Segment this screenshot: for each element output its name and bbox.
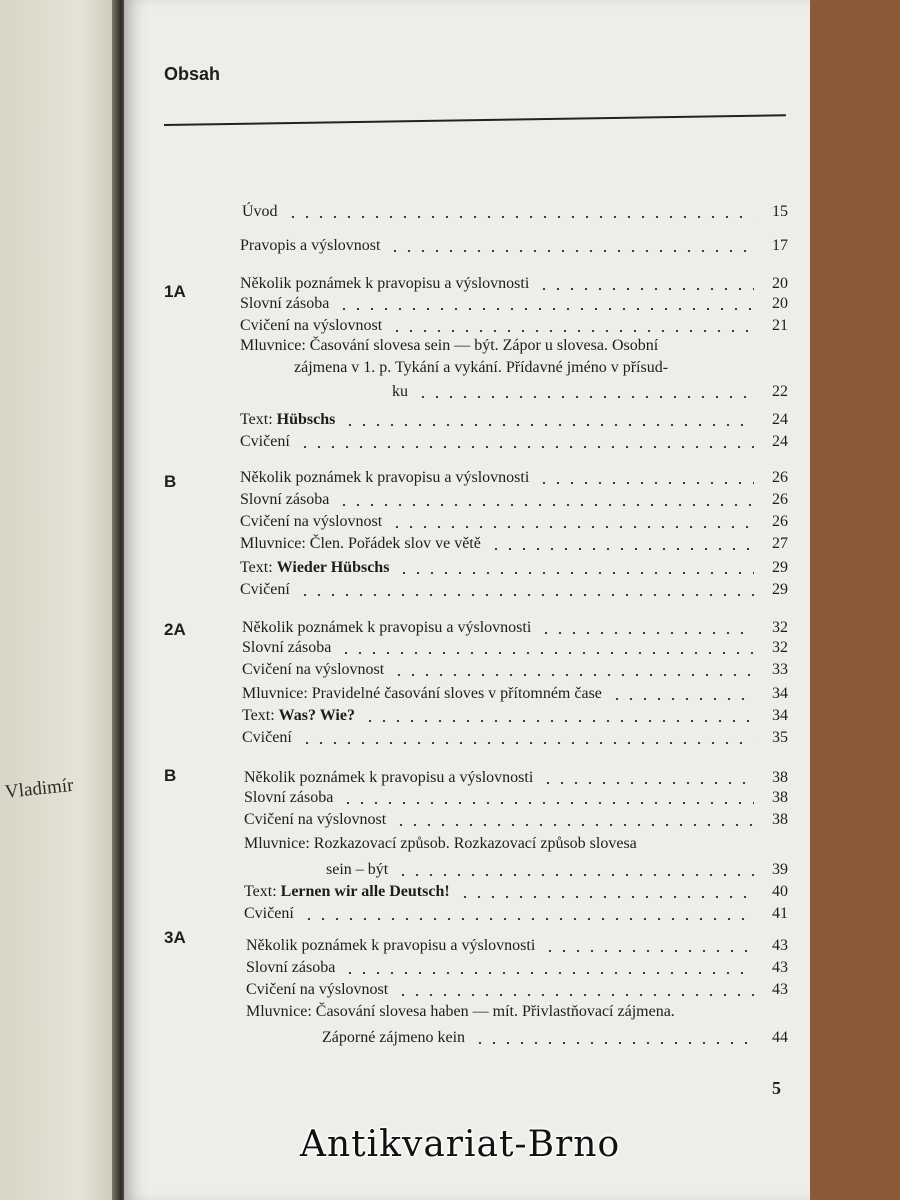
page-number: 5 xyxy=(772,1078,781,1098)
entry-page: 20 xyxy=(772,275,788,292)
toc-entry-multiline[interactable] xyxy=(240,337,788,402)
entry-title: Mluvnice: Člen. Pořádek slov ve větě xyxy=(240,535,481,552)
entry-page: 15 xyxy=(772,203,788,220)
entry-title: Několik poznámek k pravopisu a výslovnosti xyxy=(246,937,536,954)
entry-title: Cvičení xyxy=(240,433,290,450)
toc-entry[interactable] xyxy=(240,534,788,554)
toc-entry-text[interactable] xyxy=(240,558,788,578)
entry-title: Mluvnice: Pravidelné časování sloves v přítomném čase xyxy=(242,685,602,702)
entry-title: Pravopis a výslovnost xyxy=(240,237,381,254)
dot-leader xyxy=(489,548,754,550)
entry-title: Slovní zásoba xyxy=(242,639,332,656)
toc-entry-text[interactable] xyxy=(242,706,788,726)
dot-leader xyxy=(343,972,754,974)
entry-title: ku xyxy=(392,383,408,400)
toc-entry[interactable] xyxy=(242,660,788,680)
entry-title: Cvičení na výslovnost xyxy=(240,317,383,334)
watermark: Antikvariat-Brno xyxy=(300,1124,621,1165)
entry-title: Úvod xyxy=(242,203,278,220)
contents-page xyxy=(124,0,810,1200)
entry-page: 21 xyxy=(772,317,788,334)
entry-prefix: Text: xyxy=(240,411,273,428)
toc-entry[interactable] xyxy=(244,768,788,788)
entry-title: Několik poznámek k pravopisu a výslovnosti xyxy=(242,619,532,636)
entry-title-line1: Mluvnice: Časování slovesa haben — mít. Přivlastňovací zájmena. xyxy=(246,1003,675,1020)
toc-entry[interactable] xyxy=(240,580,788,600)
dot-leader xyxy=(337,504,754,506)
entry-title: Cvičení na výslovnost xyxy=(244,811,387,828)
entry-prefix: Text: xyxy=(244,883,277,900)
left-page xyxy=(0,0,118,1200)
entry-page: 22 xyxy=(772,383,788,400)
toc-entry-multiline[interactable] xyxy=(244,835,788,880)
entry-title: Cvičení na výslovnost xyxy=(242,661,385,678)
dot-leader xyxy=(300,742,754,744)
toc-entry[interactable] xyxy=(240,316,788,336)
entry-title: Několik poznámek k pravopisu a výslovnosti xyxy=(240,275,530,292)
entry-page: 38 xyxy=(772,769,788,786)
entry-page: 44 xyxy=(772,1029,788,1046)
dot-leader xyxy=(539,632,754,634)
entry-page: 38 xyxy=(772,811,788,828)
entry-title: Záporné zájmeno kein xyxy=(322,1029,466,1046)
entry-page: 17 xyxy=(772,237,788,254)
entry-title: Slovní zásoba xyxy=(240,295,330,312)
toc-entry-text[interactable] xyxy=(244,882,788,902)
entry-title: Cvičení na výslovnost xyxy=(240,513,383,530)
dot-leader xyxy=(537,288,754,290)
entry-title: Slovní zásoba xyxy=(240,491,330,508)
entry-page: 43 xyxy=(772,959,788,976)
entry-page: 33 xyxy=(772,661,788,678)
dot-leader xyxy=(388,250,754,252)
dot-leader xyxy=(396,874,754,876)
toc-entry[interactable] xyxy=(242,638,788,658)
entry-page: 43 xyxy=(772,937,788,954)
entry-title: Slovní zásoba xyxy=(244,789,334,806)
dot-leader xyxy=(339,652,754,654)
toc-entry-uvod[interactable] xyxy=(242,202,788,222)
dot-leader xyxy=(341,802,754,804)
toc-entry[interactable] xyxy=(244,904,788,924)
dot-leader xyxy=(396,994,754,996)
section-label-1a: 1A xyxy=(164,282,186,301)
entry-page: 43 xyxy=(772,981,788,998)
entry-title: Hübschs xyxy=(276,411,336,428)
entry-title: Wieder Hübschs xyxy=(276,559,390,576)
section-label-3a: 3A xyxy=(164,928,186,947)
dot-leader xyxy=(337,308,754,310)
dot-leader xyxy=(543,950,754,952)
toc-entry[interactable] xyxy=(244,810,788,830)
entry-title: Několik poznámek k pravopisu a výslovnosti xyxy=(240,469,530,486)
toc-entry[interactable] xyxy=(240,512,788,532)
entry-page: 32 xyxy=(772,639,788,656)
toc-entry[interactable] xyxy=(246,936,788,956)
dot-leader xyxy=(286,216,754,218)
dot-leader xyxy=(390,526,754,528)
dot-leader xyxy=(458,896,754,898)
dot-leader xyxy=(390,330,754,332)
entry-page: 39 xyxy=(772,861,788,878)
toc-entry[interactable] xyxy=(240,274,788,294)
entry-title: Was? Wie? xyxy=(278,707,355,724)
toc-entry[interactable] xyxy=(240,490,788,510)
entry-title-line1: Mluvnice: Časování slovesa sein — být. Zápor u slovesa. Osobní xyxy=(240,337,659,354)
toc-entry-pravopis[interactable] xyxy=(240,236,788,256)
dot-leader xyxy=(610,698,754,700)
entry-page: 26 xyxy=(772,513,788,530)
toc-entry[interactable] xyxy=(246,980,788,1000)
entry-page: 40 xyxy=(772,883,788,900)
entry-page: 34 xyxy=(772,685,788,702)
entry-page: 26 xyxy=(772,491,788,508)
toc-entry[interactable] xyxy=(244,788,788,808)
entry-page: 38 xyxy=(772,789,788,806)
entry-title: Cvičení xyxy=(244,905,294,922)
dot-leader xyxy=(392,674,754,676)
entry-prefix: Text: xyxy=(242,707,275,724)
dot-leader xyxy=(298,594,754,596)
dot-leader xyxy=(394,824,754,826)
toc-entry[interactable] xyxy=(246,958,788,978)
dot-leader xyxy=(416,396,754,398)
dot-leader xyxy=(541,782,754,784)
entry-title: Cvičení xyxy=(242,729,292,746)
toc-entry[interactable] xyxy=(240,432,788,452)
entry-title: Cvičení xyxy=(240,581,290,598)
dot-leader xyxy=(343,424,754,426)
section-label-2a: 2A xyxy=(164,620,186,639)
toc-entry[interactable] xyxy=(240,468,788,488)
entry-page: 27 xyxy=(772,535,788,552)
entry-title-line2: zájmena v 1. p. Tykání a vykání. Přídavné jméno v přísud- xyxy=(294,359,669,376)
entry-page: 29 xyxy=(772,581,788,598)
entry-page: 26 xyxy=(772,469,788,486)
entry-page: 34 xyxy=(772,707,788,724)
toc-entry-multiline[interactable] xyxy=(246,1003,788,1048)
dot-leader xyxy=(473,1042,754,1044)
section-label-2b: B xyxy=(164,766,177,785)
dot-leader xyxy=(537,482,754,484)
page-title: Obsah xyxy=(164,64,221,84)
entry-title: Lernen wir alle Deutsch! xyxy=(280,883,450,900)
entry-page: 24 xyxy=(772,433,788,450)
entry-title: sein – být xyxy=(326,861,389,878)
entry-page: 35 xyxy=(772,729,788,746)
dot-leader xyxy=(302,918,754,920)
entry-title: Několik poznámek k pravopisu a výslovnosti xyxy=(244,769,534,786)
dot-leader xyxy=(363,720,754,722)
toc-entry[interactable] xyxy=(242,618,788,638)
toc-entry[interactable] xyxy=(242,684,788,704)
entry-page: 41 xyxy=(772,905,788,922)
toc-entry-text[interactable] xyxy=(240,410,788,430)
entry-page: 29 xyxy=(772,559,788,576)
section-label-1b: B xyxy=(164,472,177,491)
entry-title: Slovní zásoba xyxy=(246,959,336,976)
toc-entry[interactable] xyxy=(240,294,788,314)
entry-page: 32 xyxy=(772,619,788,636)
entry-prefix: Text: xyxy=(240,559,273,576)
entry-title-line1: Mluvnice: Rozkazovací způsob. Rozkazovací způsob slovesa xyxy=(244,835,637,852)
entry-page: 24 xyxy=(772,411,788,428)
entry-page: 20 xyxy=(772,295,788,312)
entry-title: Cvičení na výslovnost xyxy=(246,981,389,998)
left-page-text-fragment: Vladimír xyxy=(4,774,75,803)
dot-leader xyxy=(397,572,754,574)
dot-leader xyxy=(298,446,754,448)
title-rule xyxy=(164,114,786,126)
toc-entry[interactable] xyxy=(242,728,788,748)
